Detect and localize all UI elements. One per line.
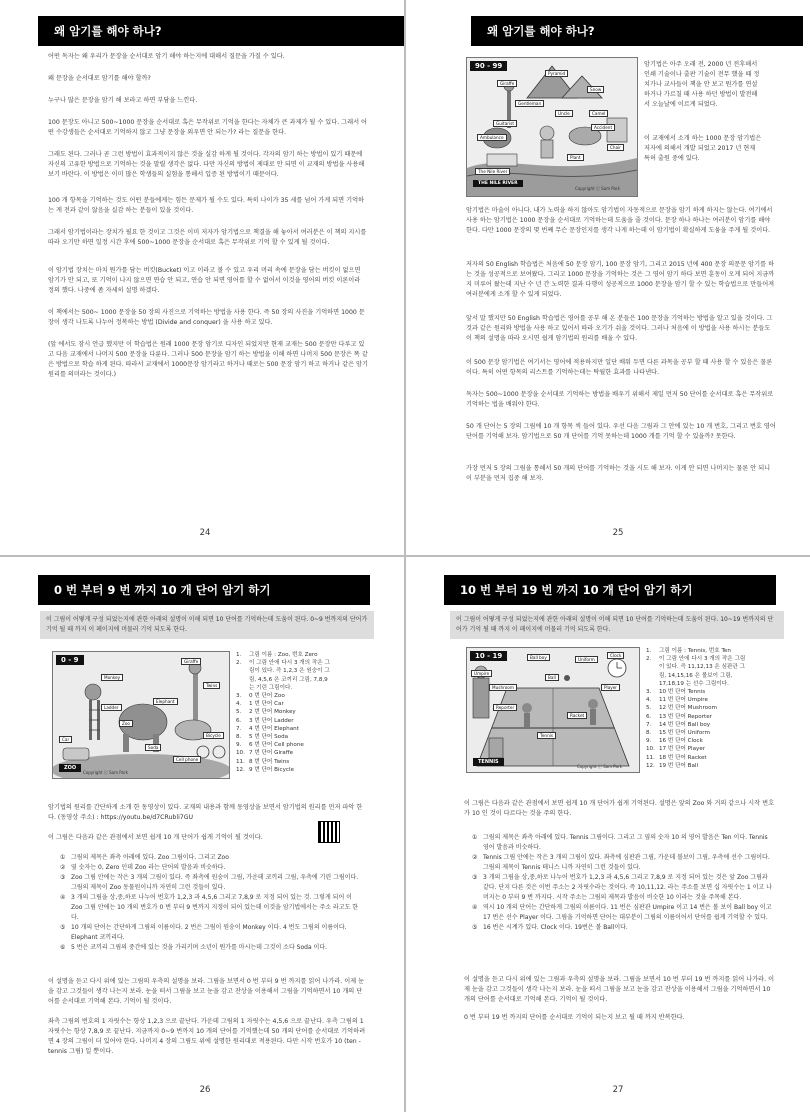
qr-code[interactable] (318, 821, 340, 843)
word-list-item (236, 749, 332, 757)
word-list-item (236, 717, 332, 725)
item-text: 19 번 단어 Ball (659, 762, 699, 769)
word-list-item (646, 696, 746, 704)
word-list-item (646, 647, 746, 655)
point-item (472, 903, 772, 923)
paragraph: 이 그림은 다음과 같은 관점에서 보면 쉽게 10 개 단어가 쉽게 기억이 될 것이다. (48, 834, 263, 841)
item-number: ⑥ (60, 944, 66, 951)
page-number: 26 (199, 1085, 211, 1095)
item-number: 7. (646, 721, 652, 728)
item-number: 10. (236, 750, 245, 757)
page-number: 24 (199, 528, 211, 538)
label-mushroom: Mushroom (489, 684, 517, 691)
paragraph: 이 암기법 장치는 마치 뭔가를 담는 버킷(Bucket) 이고 이라고 볼 수 있고 우리 머리 속에 문장을 담는 버킷이 없으면 암기가 안 되고, 또 기억이 나지 않으면 연습 안 되고, 연습 안 되면 영어를 할 수 없어서 이것을 영어의 버킷 이론이라 정의 했다. 나중에 좀 자세히 설명 하겠다. (48, 267, 361, 294)
zoo-caption: ZOO (59, 764, 81, 772)
word-list-item (646, 762, 746, 770)
intro-band: 이 그림이 어떻게 구성 되었는지에 관한 아래의 설명이 이해 되면 10 단어를 기억하는데 도움이 된다. 0~9 번까지의 단어가 기억 될 때 까지 이 페이지에 머물러 기억 되도록 한다. (40, 611, 374, 639)
paragraph: 0 번 부터 19 번 까지의 단어를 순서대로 기억이 되는지 보고 될 때 까지 반복한다. (464, 1014, 685, 1021)
item-number: ② (472, 854, 478, 861)
item-text: 0 번 단어 Zoo (249, 693, 285, 700)
label-reporter: Reporter (493, 704, 517, 711)
item-text: 9 번 단어 Bicycle (249, 766, 294, 773)
paragraph: 50 개 단어는 5 장의 그림에 10 개 항목 씩 들어 있다. 우선 다음 그림과 그 안에 있는 10 개 번호, 그리고 번호 영어 단어를 기억해 보자. 암기법으로 50 개 단어를 기억 못하는데 1000 개를 기억 할 수 있을까? 못한다. (466, 423, 776, 440)
item-text: 6 번 단어 Cell phone (249, 742, 304, 749)
item-text: 1 번 단어 Car (249, 701, 284, 708)
label-ladder: Ladder (101, 704, 122, 711)
word-list-item (236, 700, 332, 708)
page-25 (406, 0, 810, 555)
item-text: 그림의 제목은 좌측 아래에 있다. Tennis 그림이다. 그리고 그 옆의 숫자 10 의 영어 발음은 Ten 이다. Tennis 영어 발음과 비슷하다. (483, 834, 768, 851)
label-nile-river: The Nile River (475, 168, 510, 175)
item-number: 12. (646, 762, 655, 769)
label-camel: Camel (589, 110, 608, 117)
label-soda: Soda (145, 744, 161, 751)
label-pyramid: Pyramid (545, 70, 568, 77)
paragraph: 어떤 독자는 왜 우리가 문장을 순서대로 암기 해야 하는지에 대해서 질문을 가질 수 있다. (48, 53, 285, 60)
item-number: 6. (646, 713, 652, 720)
label-plant: Plant (567, 154, 584, 161)
label-giraffe: Giraffe (181, 658, 201, 665)
item-text: 7 번 단어 Giraffe (249, 750, 294, 757)
item-text: 10 개의 단어는 간단하게 그림의 이름이다. 2 번은 그림이 원숭이 Monkey 이다. 4 번도 그림의 이름이다. Elephant 코끼리다. (71, 924, 347, 941)
item-text: 그림의 제목은 좌측 아래에 있다. Zoo 그림이다. 그리고 Zoo (71, 854, 229, 861)
item-text: 17 번 단어 Player (659, 746, 706, 753)
label-twins: Twins (203, 682, 220, 689)
word-list-item (236, 758, 332, 766)
item-text: 2 번 단어 Monkey (249, 709, 296, 716)
label-zoo: Zoo (119, 720, 133, 727)
label-clock: Clock (607, 652, 624, 659)
tennis-illustration (466, 647, 640, 773)
item-text: 3 개의 그림을 상,중,하로 나누어 번호가 1,2,3 과 4,5,6 그리고 7,8,9 로 지정 되어 있는 것은 앞 Zoo 그림과 같다. 단지 다른 것은 이번 주소는 2 자릿수라는 것이다. 즉 10,11,12. 라는 주소를 보면 십 자릿수는 1 이고 나머지는 0 부터 9 번 까지다. 시작 주소는 그림의 제목과 발음이 비슷한 10 이라는 것을 주목해 본다. (483, 874, 772, 901)
range-badge: 0 - 9 (56, 655, 84, 665)
paragraph: 암기법은 마술이 아니다. 내가 노력을 하지 않아도 암기법이 자동적으로 문장을 암기 하게 하지는 않는다. 여기에서 사용 하는 암기법은 1000 문장을 순서대로 기억하는데 도움을 줄 것이다. 문장 하나 하나는 여러분이 암기를 해야 한다. 다만 1000 문장의 몇 번째 무슨 문장인지를 생각 나게 하는데 이 암기법이 확실하게 도움을 주게 될 것이다. (466, 207, 773, 234)
label-racket: Racket (567, 712, 587, 719)
point-item (60, 853, 362, 863)
item-text: 18 번 단어 Racket (659, 754, 707, 761)
item-text: Zoo 그림 안에는 작은 3 개의 그림이 있다. 즉 좌측에 원숭이 그림, 가운데 코끼리 그림, 우측에 기린 그림이다. 그림의 제목이 Zoo 동물원이니까 자연히 그런 것들이 있다. (71, 874, 359, 891)
item-text: 16 번 단어 Clock (659, 738, 703, 745)
label-monkey: Monkey (101, 674, 123, 681)
label-guitarist: Guitarist (493, 120, 517, 127)
paragraph: 이 설명을 듣고 다시 위에 있는 그림과 우측의 설명을 보라. 그림을 보면서 10 번 부터 19 번 까지를 읽어 나가라. 이제 눈을 감고 그것들이 생각 나는지 보라. 눈을 떠서 그림을 보고 눈을 감고 잔상을 이용해서 그림을 기억하면서 10 개의 단어를 순서대로 기억해 본다. 기억이 될 것이다. (464, 976, 775, 1003)
item-text: 13 번 단어 Reporter (659, 713, 712, 720)
point-item (472, 873, 772, 903)
word-list-item (236, 692, 332, 700)
item-text: 역시 10 개의 단어는 간단하게 그림의 이름이다. 11 번은 심판관 Umpire 이고 14 번은 볼 보이 Ball boy 이고 17 번은 선수 Player 이다. 그림을 기억하면 단어는 대부분이 그림의 이름이어서 단어를 쉽게 기억할 수 있다. (483, 904, 772, 921)
point-item (472, 853, 772, 873)
tennis-caption: TENNIS (473, 758, 504, 766)
item-number: ③ (60, 874, 66, 881)
page-26 (0, 557, 404, 1112)
word-list-item (646, 737, 746, 745)
label-giraffe: Giraffe (497, 80, 517, 87)
word-list-item (646, 655, 746, 688)
page-header: 10 번 부터 19 번 까지 10 개 단어 암기 하기 (444, 575, 776, 605)
item-text: 16 번은 시계가 있다. Clock 이다. 19번은 볼 Ball이다. (483, 924, 628, 931)
item-number: 4. (646, 697, 652, 704)
side-paragraph: 암기법은 아주 오래 전, 2000 년 전후해서 인쇄 기술이나 출판 기술이 전무 했을 때 정치가나 교사들이 책을 안 보고 뭔가를 연설하거나 가르칠 때 사용 하던 방법이 발전해서 오늘날에 이르게 되었다. (644, 61, 760, 108)
item-number: 6. (236, 717, 242, 724)
item-text: 3 번 단어 Ladder (249, 717, 294, 724)
item-number: 12. (236, 766, 245, 773)
paragraph: 왜 문장을 순서대로 암기를 해야 할까? (48, 75, 151, 82)
item-number: 8. (236, 734, 242, 741)
item-text: Tennis 그림 안에는 작은 3 개의 그림이 있다. 좌측에 심판관 그림, 가운데 볼보이 그림, 우측에 선수 그림이다. 그림의 제목이 Tennis 테니스 니까 자연히 그런 것들이 있다. (483, 854, 770, 871)
point-item (60, 943, 362, 953)
label-uniform: Uniform (575, 656, 598, 663)
item-text: 그림 이름 : Zoo, 번호 Zero (249, 652, 318, 658)
item-number: ⑤ (472, 924, 478, 931)
word-list (646, 647, 746, 770)
item-number: 5. (236, 709, 242, 716)
page-header: 0 번 부터 9 번 까지 10 개 단어 암기 하기 (38, 575, 370, 605)
word-list-item (236, 741, 332, 749)
word-list-item (236, 733, 332, 741)
copyright: Copyright ⓒ Sam Park (575, 186, 620, 191)
intro-band: 이 그림이 어떻게 구성 되었는지에 관한 아래의 설명이 이해 되면 10 단어를 기억하는데 도움이 된다. 10~19 번까지의 단어가 기억 될 때 까지 이 페이지에 머물러 기억 되도록 한다. (450, 611, 784, 639)
point-item (60, 873, 362, 893)
item-text: 8 번 단어 Twins (249, 758, 290, 765)
word-list-item (646, 754, 746, 762)
word-list-item (236, 651, 332, 659)
item-number: 2. (236, 660, 242, 667)
page-number: 27 (612, 1085, 624, 1095)
label-ambulance: Ambulance (477, 134, 507, 141)
word-list-item (646, 713, 746, 721)
copyright: Copyright ⓒ Sam Park (83, 770, 128, 775)
paragraph: 이 그림은 다음과 같은 관점에서 보면 쉽게 10 개 단어가 쉽게 기억된다. 설명은 앞의 Zoo 와 거의 같으나 시작 번호가 10 인 것이 다르다는 것을 주의 한다. (464, 800, 775, 817)
item-text: 12 번 단어 Mushroom (659, 705, 717, 712)
word-list-item (646, 688, 746, 696)
word-list-item (646, 745, 746, 753)
paragraph: 저자의 50 English 학습법은 처음에 50 문장 암기, 100 문장 암기, 그리고 2015 년에 400 문장 의문문 암기를 하는 것을 성공적으로 보여왔다. 그리고 1000 문장을 기억하는 것은 그 영어 암기 하다 보면 훈동이 오게 되어 지금까지 미루어 왔는데 지난 수 년 간 노력한 결과 다행이 성공적으로 1000 문장을 암기 할 수 있는 학습법으로 만들어져 여러분에게 소개 할 수 있게 되었다. (466, 261, 775, 298)
label-player: Player (601, 684, 620, 691)
point-item (60, 893, 362, 923)
label-elephant: Elephant (153, 698, 178, 705)
item-text: 14 번 단어 Ball boy (659, 721, 711, 728)
label-car: Car (59, 736, 72, 743)
item-number: 1. (646, 648, 652, 654)
item-text: 15 번 단어 Uniform (659, 730, 710, 737)
point-item (472, 833, 772, 853)
item-number: ④ (60, 894, 66, 901)
paragraph: 앞서 말 했지만 50 English 학습법은 영어를 공부 해 온 분들은 100 문장을 기억하는 방법을 알고 있을 것이다. 그것과 같은 원리와 방법을 사용 하고 있어서 따라 오기가 쉬울 것이다. 그러나 처음에 이 방법을 사용 하시는 분들도 이 책의 설명을 따라 오시면 쉽게 암기법의 원리를 배울 수 있다. (466, 315, 773, 342)
item-text: 그림 이름 : Tennis, 번호 Ten (659, 648, 731, 654)
page-24 (0, 0, 404, 555)
item-text: 이 그림 안에 다시 3 개의 작은 그림이 있다. 즉 1,2,3 은 원숭이 그림, 4,5,6 은 코끼리 그림, 7,8,9 는 기린 그림이다. (249, 660, 330, 691)
page-27 (406, 557, 810, 1112)
item-number: 1. (236, 652, 242, 658)
paragraph: 독자는 500~1000 문장을 순서대로 기억하는 방법을 배우기 위해서 제일 먼저 50 단어를 순서대로 혹은 무작위로 기억하는 법을 배워야 한다. (466, 391, 774, 408)
range-badge: 10 - 19 (470, 651, 507, 661)
item-number: 3. (236, 693, 242, 700)
paragraph: 이 책에서는 500~ 1000 문장을 50 장의 사진으로 기억하는 방법을 사용 한다. 즉 50 장의 사진을 기억하면 1000 문장이 생각 나도록 나누어 정복하는 방법 (Divide and conquer) 을 사용 하고 있다. (48, 309, 365, 326)
item-number: 11. (646, 754, 655, 761)
paragraph: 100 문장도 아니고 500~1000 문장을 순서대로 혹은 무작위로 기억을 한다는 자체가 큰 과제가 될 수 있다. 그래서 어떤 수강생들은 순서대로 기억하지 않고 그냥 문장을 외우면 안 되는가? 라는 질문을 한다. (48, 119, 368, 136)
word-list-item (236, 659, 332, 692)
word-list-item (236, 766, 332, 774)
item-number: 11. (236, 758, 245, 765)
word-list-item (646, 704, 746, 712)
label-chair: Chair (607, 144, 624, 151)
label-bicycle: Bicycle (203, 732, 224, 739)
nile-illustration (466, 57, 638, 197)
label-gentleman: Gentleman (515, 100, 544, 107)
item-number: 5. (646, 705, 652, 712)
item-number: 4. (236, 701, 242, 708)
paragraph: 이 설명을 듣고 다시 위에 있는 그림의 우측의 설명을 보라. 그림을 보면서 0 번 부터 9 번 까지를 읽어 나가라. 이제 눈을 감고 그것들이 생각 나는지 보라. 눈을 떠서 그림을 보고 눈을 감고 잔상을 이용해서 그림을 기억하면서 10 개의 단어를 순서대로 기억해 본다. 기억이 될 것이다. (48, 978, 365, 1005)
word-list-item (236, 708, 332, 716)
point-list (472, 833, 772, 933)
paragraph: (앞 에서도 잠시 언급 했지만 이 학습법은 원래 1000 문장 암기로 디자인 되었지만 현재 교재는 500 문장만 다루고 있고 다음 교재에서 나머지 500 문장을 다룬다. 그러나 500 문장을 암기 하는 방법을 이해 하면 나머지 500 문장은 똑 같은 방법으로 학습 하게 된다. 따라서 교재에서 1000문장 암기라고 하거나 때로는 500 문장 암기 하고 하거나 같은 암기원리를 의미라는 것이다.) (48, 341, 368, 378)
paragraph: 100 개 항목을 기억하는 것도 어떤 분들에게는 힘든 문제가 될 수도 있다. 특히 나이가 35 세를 넘어 가게 되면 기억하는 게 전과 같이 않음을 실감 하는 분들이 있을 것이다. (48, 197, 365, 214)
item-text: 11 번 단어 Umpire (659, 697, 708, 704)
item-number: 7. (236, 725, 242, 732)
item-number: 9. (236, 742, 242, 749)
item-number: 2. (646, 656, 652, 663)
item-text: 4 번 단어 Elephant (249, 725, 299, 732)
page-header: 왜 암기를 해야 하나? (38, 16, 404, 46)
item-number: ② (60, 864, 66, 871)
item-text: 10 번 단어 Tennis (659, 689, 706, 696)
zoo-illustration (52, 651, 230, 779)
side-paragraph: 이 교재에서 소개 하는 1000 문장 암기법은 저자에 의해서 개발 되었고 2017 년 현재 특허 출원 중에 있다. (644, 135, 762, 162)
item-number: ① (60, 854, 66, 861)
point-list (60, 853, 362, 953)
item-number: 3. (646, 689, 652, 696)
word-list-item (646, 721, 746, 729)
label-umpire: Umpire (471, 670, 492, 677)
page-header: 왜 암기를 해야 하나? (471, 16, 803, 46)
item-text: 이 그림 안에 다시 3 개의 작은 그림이 있다. 즉 11,12,13 은 심판관 그림, 14,15,16 은 볼보이 그림, 17,18,19 는 선수 그림이다. (659, 656, 746, 687)
item-number: 10. (646, 746, 655, 753)
item-text: 5 번 단어 Soda (249, 734, 289, 741)
copyright: Copyright ⓒ Sam Park (577, 764, 622, 769)
word-list-item (646, 729, 746, 737)
label-snow: Snow (587, 86, 604, 93)
item-text: 옆 숫자는 0, Zero 인데 Zoo 라는 단어의 발음과 비슷하다. (71, 864, 226, 871)
paragraph: 그래서 암기법이라는 장치가 필요 한 것이고 그것은 이미 저자가 암기법으로 책결을 해 놓아서 여러분은 이 책의 지시를 따라 오기만 하면 일정 시간 후에 500~1000 문장을 순서대로 혹은 무작위로 기억 할 수 있게 될 것이다. (48, 229, 367, 246)
nile-caption: THE NILE RIVER (473, 180, 523, 187)
item-text: 5 번은 코끼리 그림의 중간에 있는 것을 가리키며 소년이 뭔가를 마시는데 그것이 소다 Soda 이다. (71, 944, 328, 951)
label-uncle: Uncle (555, 110, 573, 117)
word-list-item (236, 725, 332, 733)
page-number: 25 (612, 528, 624, 538)
point-item (60, 863, 362, 873)
range-badge: 90 - 99 (470, 61, 507, 71)
word-list (236, 651, 332, 774)
label-accident: Accident (591, 124, 615, 131)
zoo-scene-drawing (53, 652, 229, 778)
item-number: ③ (472, 874, 478, 881)
label-ball-boy: Ball boy (527, 654, 550, 661)
paragraph: 암기법의 원리를 간단하게 소개 한 동영상이 있다. 교재의 내용과 함께 동영상을 보면서 암기법의 원리를 먼저 파악 한다. (동영상 주소) : https://youtu.be/d7CRubli7GU (48, 804, 363, 821)
point-item (472, 923, 772, 933)
item-number: ① (472, 834, 478, 841)
paragraph: 가장 먼저 5 장의 그림을 통해서 50 개의 단어를 기억하는 것을 시도 해 보자. 이게 안 되면 나머지는 물론 안 되니 이 부분을 먼저 집중 해 보자. (466, 465, 771, 482)
paragraph: 좌측 그림의 번호의 1 자릿수는 항상 1,2,3 으로 끝난다. 가운데 그림의 1 자릿수는 4,5,6 으로 끝난다. 우측 그림의 1 자릿수는 항상 7,8,9 로 끝난다. 지금까지 0~9 번까지 10 개의 단어를 기억했는데 50 개의 단어를 순서대로 기억하려면 4 장의 그림이 더 있어야 한다. 나머지 4 장의 그림도 위에 설명한 원리대로 적용된다. 다만 시작 번호가 10 (ten - tennis 그림) 일 뿐이다. (48, 1018, 366, 1055)
paragraph: 누구나 많은 문장을 암기 해 보라고 하면 부담을 느낀다. (48, 97, 198, 104)
item-text: 3 개의 그림을 상,중,하로 나누어 번호가 1,2,3 과 4,5,6 그리고 7,8,9 로 지정 되어 있는 것. 그렇게 되어 이 Zoo 그림 안에는 10 개의 번호가 0 번 부터 9 번까지 지정이 되어 있는데 이것을 암기법에서는 주소 라고도 한다. (71, 894, 359, 921)
paragraph: 그래도 된다. 그러나 곧 그런 방법이 효과적이지 않은 것을 실감 하게 될 것이다. 각자의 암기 하는 방법이 있기 때문에 자신의 고유한 방법으로 기억하는 것을 말릴 생각은 없다. 다만 자신의 방법이 제대로 안 되면 이 교재의 방법을 사용해 보기 바란다. 이 방법은 이미 많은 학생들의 실험을 통해서 입증 된 방법이기 때문이다. (48, 151, 365, 178)
label-ball: Ball (545, 674, 559, 681)
point-item (60, 923, 362, 943)
item-number: 8. (646, 730, 652, 737)
label-tennis: Tennis (537, 732, 556, 739)
item-number: ④ (472, 904, 478, 911)
label-cell-phone: Cell phone (173, 756, 201, 763)
item-number: 9. (646, 738, 652, 745)
item-number: ⑤ (60, 924, 66, 931)
paragraph: 이 500 문장 암기법은 여기서는 영어에 적용하지만 일단 배워 두면 다른 과목을 공부 할 때 사용 할 수 있음은 물론이다. 특히 어떤 항목의 리스트를 기억하는데는 탁월한 효과를 나타낸다. (466, 359, 773, 376)
